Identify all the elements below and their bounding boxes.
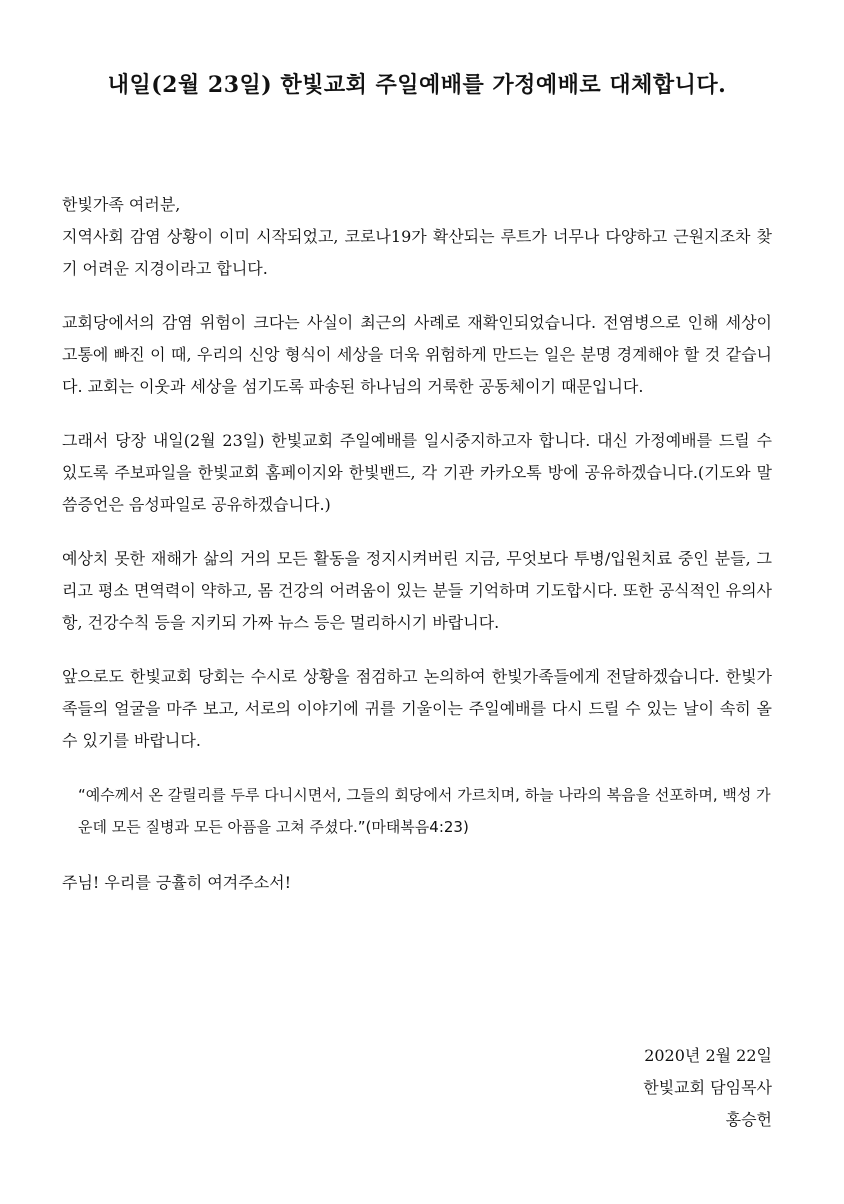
paragraph-4: 예상치 못한 재해가 삶의 거의 모든 활동을 정지시켜버린 지금, 무엇보다 투병/입원치료 중인 분들, 그리고 평소 면역력이 약하고, 몸 건강의 어려움이 있는 분들 기억하며 기도합시다. 또한 공식적인 유의사항, 건강수칙 등을 지키되 가짜 뉴스 등은 멀리하시기 바랍니다. xyxy=(62,549,772,632)
paragraph-3: 그래서 당장 내일(2월 23일) 한빛교회 주일예배를 일시중지하고자 합니다. 대신 가정예배를 드릴 수 있도록 주보파일을 한빛교회 홈페이지와 한빛밴드, 각 기관 카카오톡 방에 공유하겠습니다.(기도와 말씀증언은 음성파일로 공유하겠습니다.) xyxy=(62,431,772,514)
signature-block xyxy=(643,1040,772,1136)
greeting: 한빛가족 여러분, xyxy=(62,195,181,214)
paragraph-5: 앞으로도 한빛교회 당회는 수시로 상황을 점검하고 논의하여 한빛가족들에게 전달하겠습니다. 한빛가족들의 얼굴을 마주 보고, 서로의 이야기에 귀를 기울이는 주일예배를 다시 드릴 수 있는 날이 속히 올 수 있기를 바랍니다. xyxy=(62,667,772,750)
scripture-quote: “예수께서 온 갈릴리를 두루 다니시면서, 그들의 회당에서 가르치며, 하늘 나라의 복음을 선포하며, 백성 가운데 모든 질병과 모든 아픔을 고쳐 주셨다.”(마태복음4:23) xyxy=(78,786,771,836)
closing-prayer: 주님! 우리를 긍휼히 여겨주소서! xyxy=(62,873,292,892)
signature-name: 홍승헌 xyxy=(725,1110,772,1129)
signature-date: 2020년 2월 22일 xyxy=(644,1046,772,1065)
document-title: 내일(2월 23일) 한빛교회 주일예배를 가정예배로 대체합니다. xyxy=(107,72,727,98)
signature-position: 한빛교회 담임목사 xyxy=(643,1078,772,1097)
paragraph-1: 지역사회 감염 상황이 이미 시작되었고, 코로나19가 확산되는 루트가 너무나 다양하고 근원지조차 찾기 어려운 지경이라고 합니다. xyxy=(62,227,772,278)
paragraph-2: 교회당에서의 감염 위험이 크다는 사실이 최근의 사례로 재확인되었습니다. 전염병으로 인해 세상이 고통에 빠진 이 때, 우리의 신앙 형식이 세상을 더욱 위험하게 만드는 일은 분명 경계해야 할 것 같습니다. 교회는 이웃과 세상을 섬기도록 파송된 하나님의 거룩한 공동체이기 때문입니다. xyxy=(62,313,772,396)
